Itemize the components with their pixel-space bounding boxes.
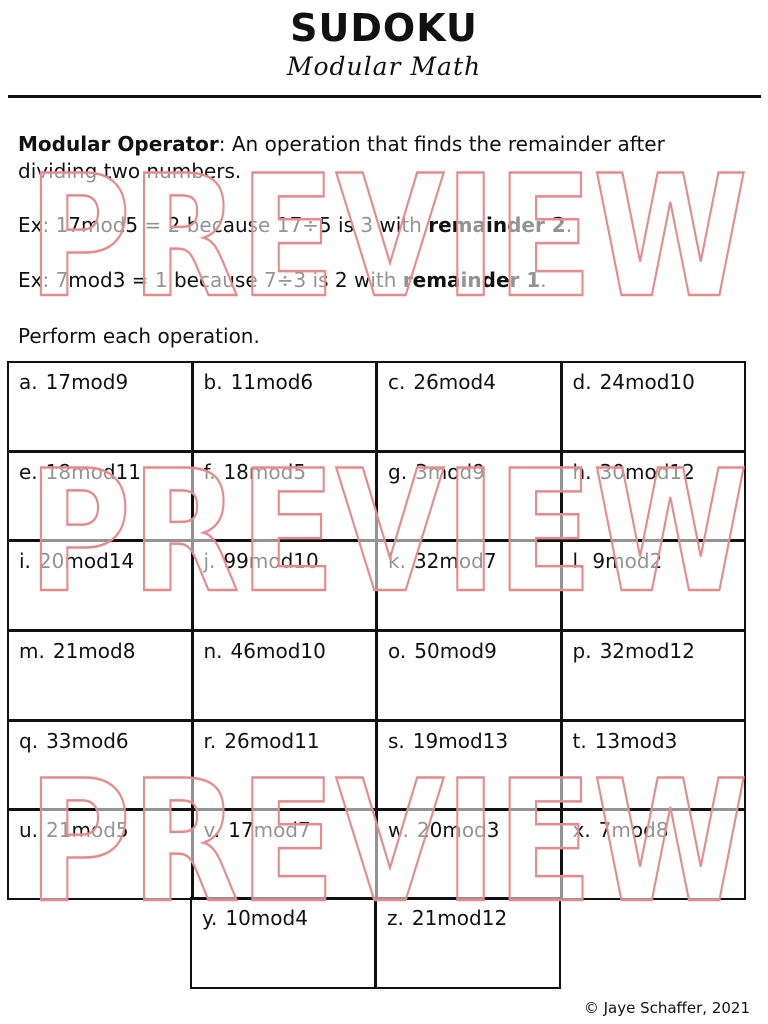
watermark-text: PREVIEW [28, 455, 748, 605]
example-2-period: . [540, 268, 547, 292]
problem-label: s. [388, 728, 405, 753]
problem-expression: 13mod3 [594, 728, 678, 753]
problem-expression: 19mod13 [412, 728, 509, 753]
problem-label: i. [19, 549, 31, 574]
problem-cell-c [376, 361, 562, 452]
problem-cell-i [7, 540, 193, 631]
problem-expression: 21mod8 [52, 638, 136, 663]
watermark-text: PREVIEW [28, 765, 748, 915]
problem-cell-x [561, 809, 747, 900]
problem-label: t. [572, 728, 587, 753]
problem-label: d. [572, 370, 592, 394]
problem-cell-u [7, 809, 193, 900]
problem-expression: 9mod2 [592, 549, 663, 574]
problem-label: q. [19, 728, 39, 753]
problem-expression: 21mod5 [46, 818, 129, 843]
problem-cell-s [376, 720, 562, 811]
problem-label: k. [388, 549, 406, 574]
problem-label: f. [203, 459, 216, 484]
problem-expression: 99mod10 [223, 549, 319, 574]
problem-label: p. [572, 638, 592, 663]
problem-cell-r [192, 720, 378, 811]
problem-label: j. [203, 549, 216, 574]
problem-label: v. [203, 818, 221, 843]
problem-label: a. [19, 370, 38, 394]
problem-expression: 24mod10 [599, 370, 695, 394]
problem-expression: 50mod9 [414, 638, 497, 663]
problem-label: b. [203, 370, 223, 394]
problem-cell-o [376, 630, 562, 721]
definition-paragraph [18, 131, 718, 185]
problem-expression: 30mod12 [599, 459, 695, 484]
problem-expression: 3mod9 [415, 459, 485, 484]
problem-label: c. [388, 370, 406, 394]
example-2-remainder: remainder 1 [402, 268, 541, 292]
problem-expression: 18mod5 [223, 459, 307, 484]
problem-expression: 32mod7 [413, 549, 497, 574]
instruction-text: Perform each operation. [18, 324, 260, 348]
problem-label: e. [19, 459, 38, 484]
problem-cell-a [7, 361, 193, 452]
example-2 [18, 267, 547, 294]
problem-label: g. [388, 459, 408, 484]
problem-label: m. [19, 638, 45, 663]
problem-label: h. [572, 459, 592, 484]
problem-label: x. [572, 818, 591, 843]
problem-expression: 26mod11 [224, 728, 320, 753]
problem-cell-f [192, 451, 378, 542]
example-1 [18, 212, 572, 239]
copyright-notice: © Jaye Schaffer, 2021 [583, 999, 750, 1017]
problem-expression: 21mod12 [411, 906, 508, 930]
problem-cell-n [192, 630, 378, 721]
problem-grid-bottom [191, 898, 561, 989]
problem-label: o. [388, 638, 407, 663]
problem-cell-q [7, 720, 193, 811]
problem-label: y. [202, 906, 218, 930]
worksheet-title: SUDOKU [290, 6, 478, 50]
problem-cell-l [561, 540, 747, 631]
problem-cell-k [376, 540, 562, 631]
problem-cell-j [192, 540, 378, 631]
watermark-text: PREVIEW [28, 160, 748, 310]
example-1-remainder: remainder 2 [428, 213, 566, 237]
definition-term: Modular Operator [18, 132, 219, 156]
problem-expression: 26mod4 [413, 370, 496, 394]
problem-grid [8, 362, 746, 900]
problem-expression: 32mod12 [599, 638, 695, 663]
problem-expression: 18mod11 [45, 459, 141, 484]
problem-label: u. [19, 818, 39, 843]
problem-cell-z [375, 897, 561, 989]
problem-cell-w [376, 809, 562, 900]
problem-label: l. [572, 549, 585, 574]
header-divider [8, 95, 761, 98]
problem-cell-m [7, 630, 193, 721]
problem-cell-g [376, 451, 562, 542]
problem-label: z. [387, 906, 404, 930]
problem-label: r. [203, 728, 217, 753]
problem-cell-e [7, 451, 193, 542]
problem-expression: 17mod9 [45, 370, 129, 394]
problem-cell-d [561, 361, 747, 452]
problem-label: n. [203, 638, 223, 663]
example-1-text: Ex: 17mod5 = 2 because 17÷5 is 3 with [18, 213, 429, 237]
problem-cell-y [190, 897, 376, 989]
problem-label: w. [388, 818, 409, 843]
example-1-period: . [565, 213, 573, 237]
problem-expression: 11mod6 [230, 370, 314, 394]
problem-cell-v [192, 809, 378, 900]
problem-expression: 20mod14 [38, 549, 135, 574]
example-2-text: Ex: 7mod3 = 1 because 7÷3 is 2 with [18, 268, 403, 292]
problem-expression: 7mod8 [598, 818, 669, 843]
problem-cell-t [561, 720, 747, 811]
problem-expression: 17mod7 [228, 818, 311, 843]
problem-cell-p [561, 630, 747, 721]
problem-expression: 46mod10 [230, 638, 326, 663]
problem-cell-h [561, 451, 747, 542]
problem-cell-b [192, 361, 378, 452]
definition-text: : An operation that finds the remainder after dividing two numbers. [18, 132, 665, 183]
worksheet-subtitle: Modular Math [286, 52, 482, 81]
problem-expression: 10mod4 [225, 906, 308, 930]
problem-expression: 20mod3 [416, 818, 500, 843]
problem-expression: 33mod6 [46, 728, 129, 753]
